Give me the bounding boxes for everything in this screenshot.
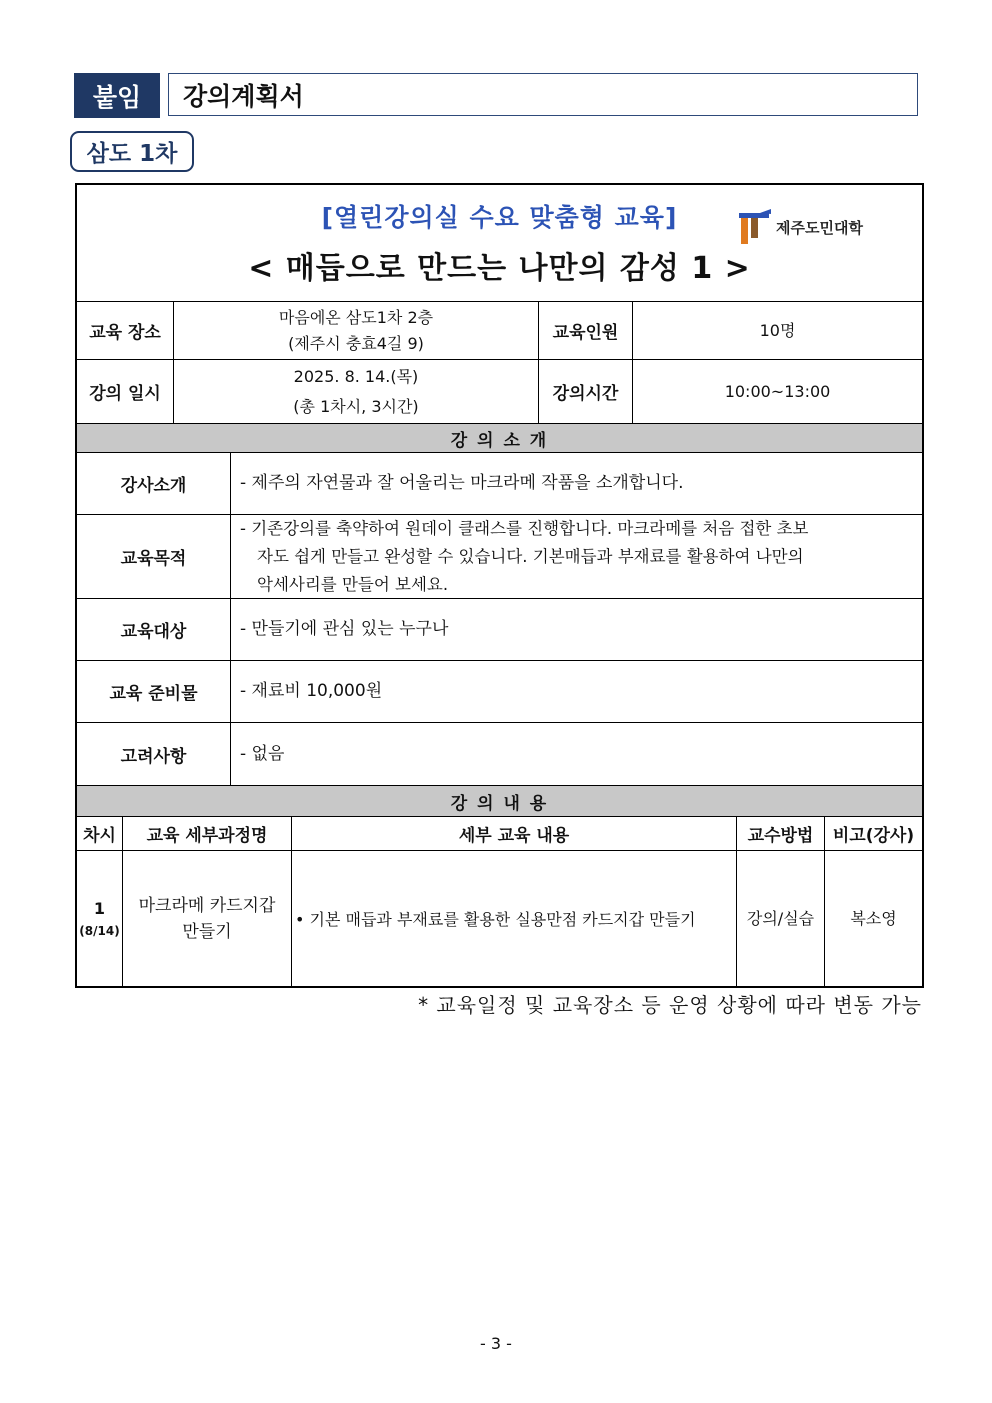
- target-label: 교육대상: [120, 622, 187, 642]
- materials-text: - 재료비 10,000원: [240, 681, 383, 701]
- column-header-session: 차시: [83, 826, 116, 846]
- target-text: - 만들기에 관심 있는 누구나: [240, 619, 449, 639]
- logo-text: 제주도민대학: [776, 218, 863, 237]
- course-name-line-2: 만들기: [182, 921, 232, 942]
- page-number: - 3 -: [480, 1334, 512, 1353]
- capacity-label: 교육인원: [552, 323, 619, 343]
- goal-line-3: 악세사리를 만들어 보세요.: [257, 574, 449, 594]
- session-cell: [77, 851, 122, 986]
- instructor-label: 강사소개: [120, 476, 187, 496]
- date-line-2: (총 1차시, 3시간): [293, 396, 419, 416]
- place-label: 교육 장소: [89, 323, 161, 343]
- capacity-value: 10명: [759, 320, 796, 340]
- attachment-tag: 붙임: [74, 73, 160, 118]
- banner-subtitle: [열린강의실 수요 맞춤형 교육]: [321, 203, 678, 232]
- date-label: 강의 일시: [89, 384, 161, 404]
- column-header-method: 교수방법: [747, 826, 814, 846]
- detail-cell: • 기본 매듭과 부재료를 활용한 실용만점 카드지갑 만들기: [295, 910, 696, 929]
- method-cell: 강의/실습: [746, 908, 815, 928]
- university-logo-icon: [738, 209, 772, 245]
- session-number: 1: [93, 899, 106, 918]
- column-header-instructor: 비고(강사): [832, 826, 915, 846]
- materials-label: 교육 준비물: [109, 684, 198, 704]
- column-header-detail: 세부 교육 내용: [458, 826, 570, 846]
- goal-line-1: - 기존강의를 축약하여 원데이 클래스를 진행합니다. 마크라메를 처음 접한 초보: [240, 518, 809, 538]
- place-line-1: 마음에온 삼도1차 2층: [278, 307, 434, 327]
- date-value: [174, 360, 538, 423]
- instructor-text: - 제주의 자연물과 잘 어울리는 마크라메 작품을 소개합니다.: [240, 473, 684, 493]
- instructor-cell: 복소영: [850, 908, 897, 928]
- goal-line-2: 자도 쉽게 만들고 완성할 수 있습니다. 기본매듭과 부재료를 활용하여 나만의: [257, 546, 804, 566]
- banner-title: < 매듭으로 만드는 나만의 감성 1 >: [248, 251, 751, 286]
- round-tag: 삼도 1차: [70, 131, 194, 172]
- place-line-2: (제주시 충효4길 9): [288, 333, 424, 353]
- date-line-1: 2025. 8. 14.(목): [293, 366, 419, 386]
- place-value: [174, 302, 538, 359]
- footnote: * 교육일정 및 교육장소 등 운영 상황에 따라 변동 가능: [418, 993, 922, 1017]
- organization-logo: [738, 207, 878, 247]
- goal-label: 교육목적: [120, 549, 187, 569]
- time-value: 10:00~13:00: [724, 381, 831, 401]
- notes-label: 고려사항: [120, 746, 187, 767]
- session-date: (8/14): [79, 924, 120, 938]
- content-section-title: 강 의 내 용: [450, 793, 549, 814]
- course-name-cell: [123, 851, 291, 986]
- document-title: 강의계획서: [168, 73, 918, 116]
- time-label: 강의시간: [552, 384, 619, 404]
- goal-text: [231, 515, 922, 598]
- column-header-course: 교육 세부과정명: [146, 826, 268, 846]
- intro-section-title: 강 의 소 개: [450, 430, 549, 451]
- course-name-line-1: 마크라메 카드지갑: [138, 895, 276, 916]
- notes-text: - 없음: [240, 743, 285, 764]
